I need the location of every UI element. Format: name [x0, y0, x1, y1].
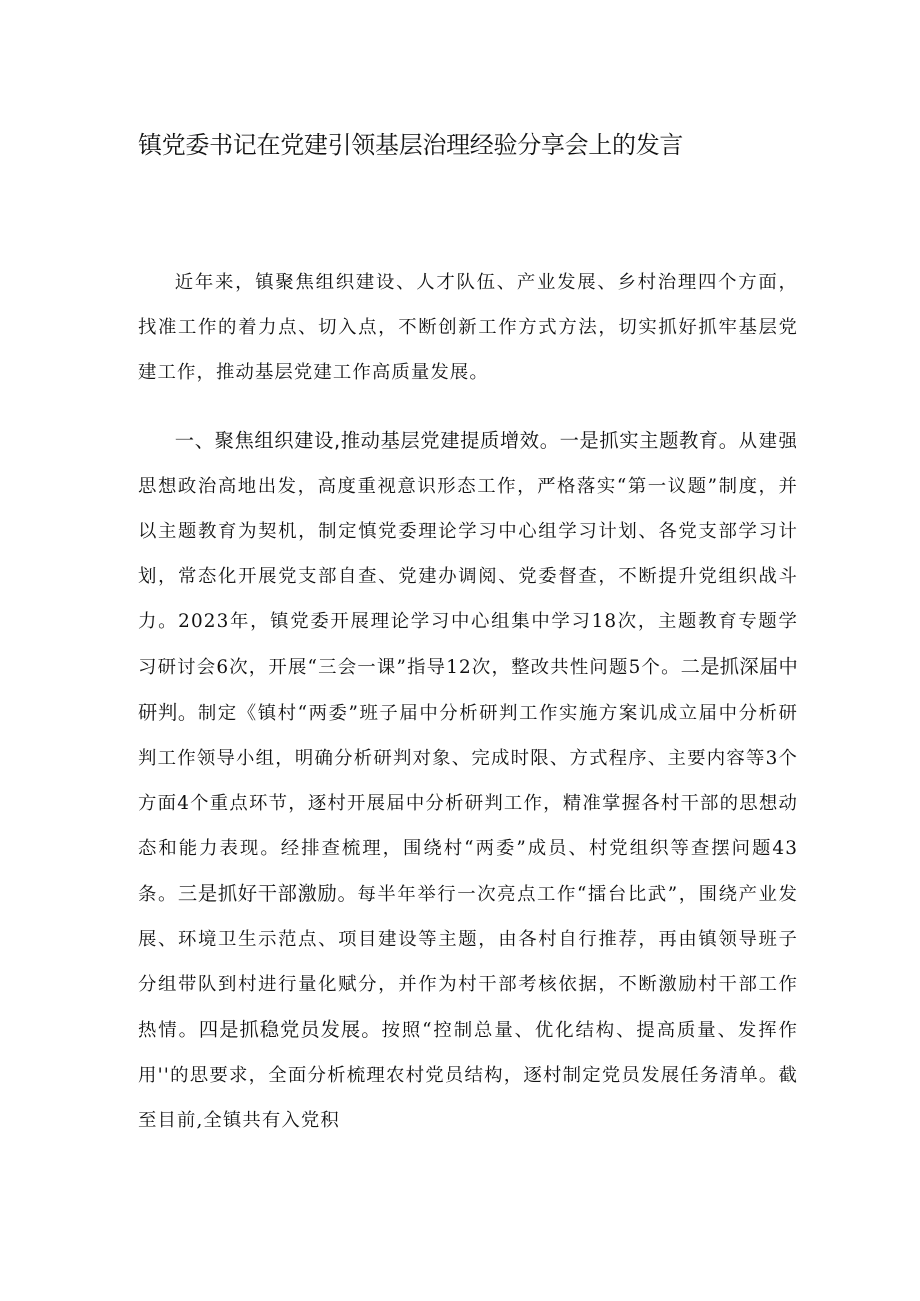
document-title: 镇党委书记在党建引领基层治理经验分享会上的发言 [138, 131, 684, 159]
second-point-body: 制定《镇村“两委”班子届中分析研判工作实施方案讥成立届中分析研判工作领导小组，明确分析研判对象、完成时限、方式程序、主要内容等3个方面4个重点环节，逐村开展届中分析研判工作，精准掌握各村干部的思想动态和能力表现。经排查梳理，围绕村“两委”成员、村党组织等查摆问题43条。 [138, 703, 798, 905]
intro-paragraph [138, 260, 798, 395]
intro-paragraph-text: 近年来，镇聚焦组织建设、人才队伍、产业发展、乡村治理四个方面，找准工作的着力点、切入点，不断创新工作方式方法，切实抓好抓牢基层党建工作，推动基层党建工作高质量发展。 [138, 272, 798, 383]
fourth-point-heading: 四是抓稳党员发展。 [198, 1018, 382, 1041]
first-point-body: 从建强思想政治高地出发，高度重视意识形态工作，严格落实“第一议题”制度，并以主题教育为契机，制定慎党委理论学习中心组学习计划、各党支部学习计划，常态化开展党支部自查、党建办调阅、党委督查，不断提升党组织战斗力。2023年，镇党委开展理论学习中心组集中学习18次，主题教育专题学习研讨会6次，开展“三会一课”指导12次，整改共性问题5个。 [138, 431, 798, 678]
third-point-heading: 三是抓好干部激励。 [177, 882, 358, 905]
third-point-body: 每半年举行一次亮点工作“擂台比武”，围绕产业发展、环境卫生示范点、项目建设等主题，由各村自行推荐，再由镇领导班子分组带队到村进行量化赋分，并作为村干部考核依据，不断激励村干部工作热情。 [138, 884, 799, 1041]
section-one-heading-and-first-point: 一、聚焦组织建设,推动基层党建提质增效。一是抓实主题教育。 [174, 429, 739, 452]
fourth-point-body: 按照“控制总量、优化结构、提高质量、发挥作用''的思要求，全面分析梳理农村党员结构，逐村制定党员发展任务清单。截至目前,全镇共有入党积 [138, 1020, 798, 1131]
section-one-paragraph [138, 418, 798, 1143]
second-point-heading: 二是抓深届中研判。 [138, 655, 799, 724]
